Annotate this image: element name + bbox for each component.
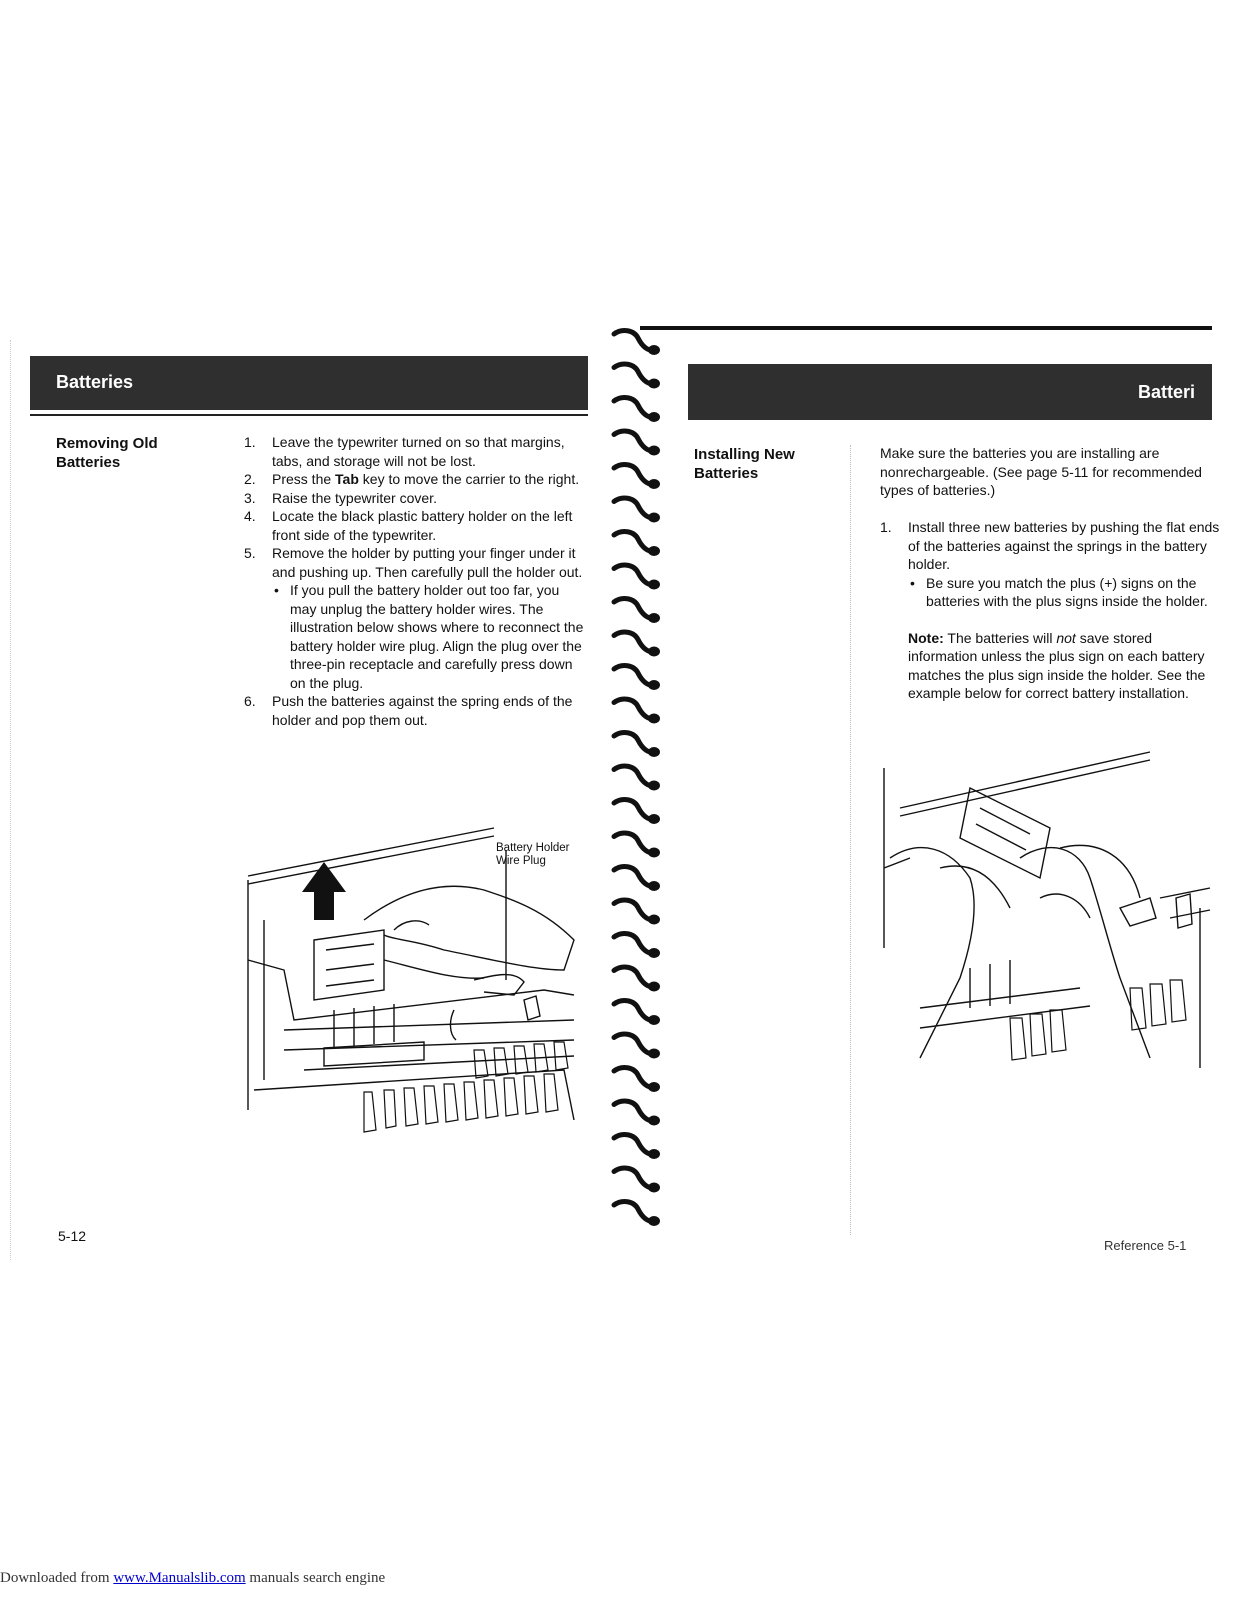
removing-steps [244,433,586,729]
spiral-hole [648,613,660,623]
spiral-hole [648,446,660,456]
spiral-hole [648,479,660,489]
spiral-hole [648,1049,660,1059]
left-margin-dots [10,340,12,1260]
removal-illustration [244,820,588,1138]
right-header-bar [688,364,1212,420]
spiral-binding [604,326,674,1246]
step-text: Leave the typewriter turned on so that margins, tabs, and storage will not be lost. [272,434,565,469]
step-number: 1. [244,434,256,450]
left-header-bar [30,356,588,410]
left-header-rule [30,414,588,416]
spiral-hole [648,412,660,422]
spiral-hole [648,1183,660,1193]
spiral-hole [648,345,660,355]
step-number: 6. [244,693,256,709]
spiral-hole [648,546,660,556]
step-item [244,433,586,470]
step-text: Press the [272,471,336,487]
note-text: The batteries will [943,629,1057,646]
step-bullet: • Be sure you match the plus (+) signs on the batteries with the plus signs inside the holder. [908,574,1220,611]
footer-suffix: manuals search engine [245,1570,386,1586]
spiral-hole [648,513,660,523]
step-text: Install three new batteries by pushing the flat ends of the batteries against the springs in the battery holder. [908,519,1220,572]
spiral-hole [648,647,660,657]
right-header-title: Batteri [1138,382,1196,402]
spiral-hole [648,814,660,824]
spiral-hole [648,1116,660,1126]
spiral-hole [648,1149,660,1159]
step-number: 1. [880,519,892,535]
right-page-footer: Reference 5-1 [1104,1238,1187,1253]
step-item [244,692,586,729]
tab-key-label: Tab [335,471,359,487]
step-item [244,489,586,508]
spiral-hole [648,379,660,389]
step-item [244,544,586,692]
spiral-hole [648,881,660,891]
right-column-divider [850,445,852,1235]
spiral-hole [648,680,660,690]
installing-steps [880,518,1220,703]
typewriter-battery-removal-drawing [244,820,588,1138]
step-text: Push the batteries against the spring ends of the holder and pop them out. [272,693,573,728]
step-item [244,507,586,544]
note-block [880,629,1220,703]
step-text: key to move the carrier to the right. [358,471,580,487]
step-item [244,470,586,489]
left-page-number: 5-12 [58,1228,87,1244]
callout-label: Battery Holder Wire Plug [496,842,570,867]
battery-install-drawing [880,748,1212,1070]
left-section-title: Removing Old Batteries [56,435,158,471]
step-bullet: • If you pull the battery holder out too far, you may unplug the battery holder wires. The illustration below shows where to reconnect the battery holder wire plug. Align the plug over the three-pin receptacle and carefully press down on the plug. [272,581,586,692]
left-header-title: Batteries [56,372,134,392]
spiral-hole [648,1015,660,1025]
spiral-hole [648,848,660,858]
spiral-hole [648,747,660,757]
step-number: 2. [244,471,256,487]
step-number: 5. [244,545,256,561]
note-text: save stored information unless the plus sign on each battery matches the plus sign inside the holder. See the example below for correct battery installation. [908,629,1206,701]
spiral-hole [648,1216,660,1226]
spiral-hole [648,781,660,791]
note-label: Note: [908,629,944,646]
step-text: Remove the holder by putting your finger under it and pushing up. Then carefully pull the holder out. [272,545,583,580]
installing-intro: Make sure the batteries you are installing are nonrechargeable. (See page 5-11 for recommended types of batteries.) [880,445,1202,498]
step-item [880,518,1220,611]
right-top-rule [640,326,1212,330]
note-emphasis: not [1056,629,1076,646]
manualslib-link[interactable]: www.Manualslib.com [113,1570,246,1586]
step-number: 4. [244,508,256,524]
spiral-hole [648,1082,660,1092]
spiral-hole [648,948,660,958]
step-text: Raise the typewriter cover. [272,489,437,506]
spiral-binding-icon [604,326,674,1246]
spiral-hole [648,982,660,992]
step-text: Locate the black plastic battery holder on the left front side of the typewriter. [272,508,573,543]
footer-prefix: Downloaded from [0,1570,114,1586]
spiral-hole [648,915,660,925]
step-number: 3. [244,489,256,506]
spiral-hole [648,580,660,590]
spiral-hole [648,714,660,724]
installing-illustration [880,748,1212,1070]
download-footer [0,1570,1237,1587]
right-section-title: Installing New Batteries [694,446,795,482]
